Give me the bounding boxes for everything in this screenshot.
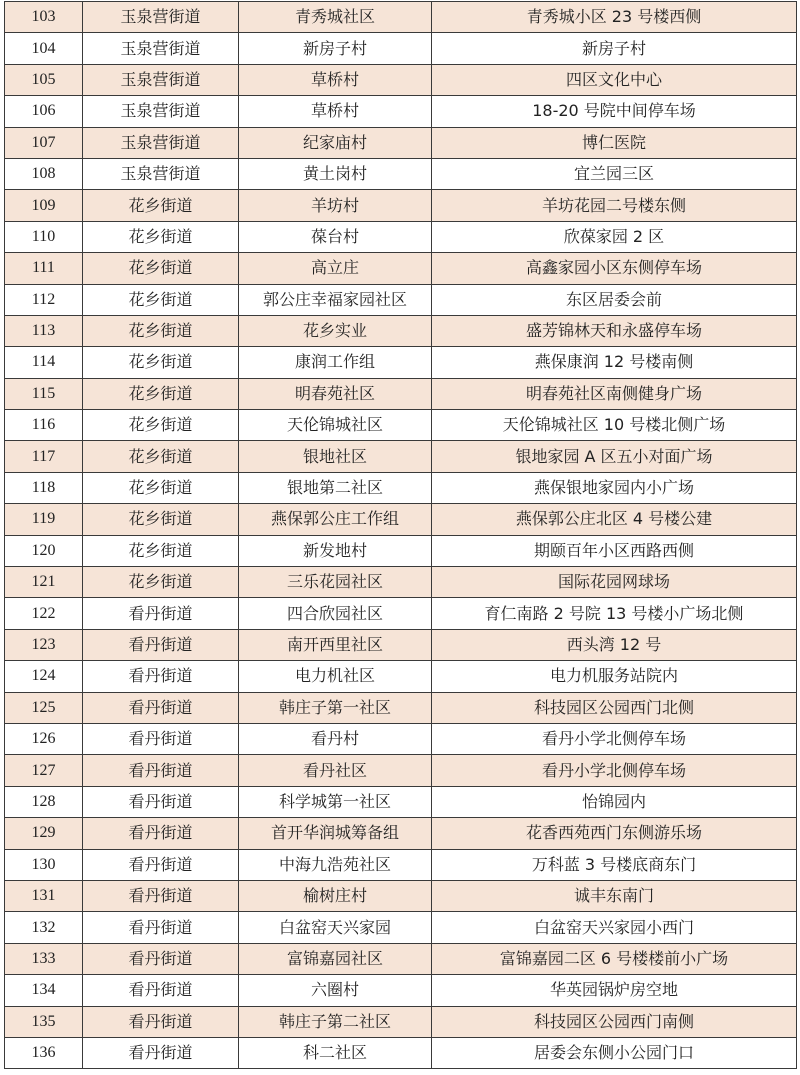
- row-number-cell: 118: [5, 472, 83, 503]
- community-cell: 羊坊村: [239, 190, 432, 221]
- location-cell: 博仁医院: [432, 127, 797, 158]
- community-cell: 电力机社区: [239, 661, 432, 692]
- location-cell: 富锦嘉园二区 6 号楼楼前小广场: [432, 943, 797, 974]
- row-number-cell: 125: [5, 692, 83, 723]
- community-cell: 花乡实业: [239, 315, 432, 346]
- location-cell: 科技园区公园西门北侧: [432, 692, 797, 723]
- table-row: [5, 755, 797, 786]
- table-row: [5, 472, 797, 503]
- table-row: [5, 975, 797, 1006]
- row-number-cell: 136: [5, 1037, 83, 1068]
- location-cell: 看丹小学北侧停车场: [432, 723, 797, 754]
- community-cell: 纪家庙村: [239, 127, 432, 158]
- location-cell: 万科蓝 3 号楼底商东门: [432, 849, 797, 880]
- table-body: [5, 2, 797, 1069]
- street-cell: 花乡街道: [83, 410, 239, 441]
- community-cell: 韩庄子第一社区: [239, 692, 432, 723]
- table-row: [5, 64, 797, 95]
- community-cell: 六圈村: [239, 975, 432, 1006]
- street-cell: 看丹街道: [83, 1037, 239, 1068]
- row-number-cell: 105: [5, 64, 83, 95]
- street-cell: 看丹街道: [83, 943, 239, 974]
- community-cell: 看丹社区: [239, 755, 432, 786]
- location-cell: 电力机服务站院内: [432, 661, 797, 692]
- location-cell: 18-20 号院中间停车场: [432, 96, 797, 127]
- street-cell: 玉泉营街道: [83, 2, 239, 33]
- community-cell: 首开华润城筹备组: [239, 818, 432, 849]
- community-cell: 燕保郭公庄工作组: [239, 504, 432, 535]
- community-cell: 天伦锦城社区: [239, 410, 432, 441]
- location-cell: 华英园锅炉房空地: [432, 975, 797, 1006]
- community-cell: 四合欣园社区: [239, 598, 432, 629]
- community-cell: 青秀城社区: [239, 2, 432, 33]
- location-cell: 新房子村: [432, 33, 797, 64]
- location-cell: 青秀城小区 23 号楼西侧: [432, 2, 797, 33]
- community-cell: 榆树庄村: [239, 880, 432, 911]
- row-number-cell: 115: [5, 378, 83, 409]
- row-number-cell: 114: [5, 347, 83, 378]
- community-cell: 中海九浩苑社区: [239, 849, 432, 880]
- street-cell: 看丹街道: [83, 1006, 239, 1037]
- community-cell: 明春苑社区: [239, 378, 432, 409]
- street-cell: 玉泉营街道: [83, 33, 239, 64]
- street-cell: 花乡街道: [83, 315, 239, 346]
- table-row: [5, 284, 797, 315]
- location-cell: 燕保银地家园内小广场: [432, 472, 797, 503]
- row-number-cell: 110: [5, 221, 83, 252]
- row-number-cell: 104: [5, 33, 83, 64]
- row-number-cell: 107: [5, 127, 83, 158]
- row-number-cell: 111: [5, 253, 83, 284]
- street-cell: 玉泉营街道: [83, 158, 239, 189]
- location-cell: 羊坊花园二号楼东侧: [432, 190, 797, 221]
- row-number-cell: 103: [5, 2, 83, 33]
- community-cell: 新发地村: [239, 535, 432, 566]
- location-cell: 盛芳锦林天和永盛停车场: [432, 315, 797, 346]
- table-row: [5, 818, 797, 849]
- street-cell: 花乡街道: [83, 472, 239, 503]
- location-cell: 白盆窑天兴家园小西门: [432, 912, 797, 943]
- table-row: [5, 692, 797, 723]
- location-cell: 期颐百年小区西路西侧: [432, 535, 797, 566]
- street-cell: 看丹街道: [83, 975, 239, 1006]
- community-cell: 白盆窑天兴家园: [239, 912, 432, 943]
- row-number-cell: 112: [5, 284, 83, 315]
- street-cell: 玉泉营街道: [83, 64, 239, 95]
- table-row: [5, 441, 797, 472]
- community-cell: 科二社区: [239, 1037, 432, 1068]
- table-row: [5, 190, 797, 221]
- location-cell: 科技园区公园西门南侧: [432, 1006, 797, 1037]
- street-cell: 看丹街道: [83, 598, 239, 629]
- table-row: [5, 723, 797, 754]
- location-cell: 诚丰东南门: [432, 880, 797, 911]
- street-cell: 花乡街道: [83, 567, 239, 598]
- row-number-cell: 124: [5, 661, 83, 692]
- table-row: [5, 535, 797, 566]
- street-cell: 看丹街道: [83, 661, 239, 692]
- row-number-cell: 106: [5, 96, 83, 127]
- table-row: [5, 315, 797, 346]
- street-cell: 看丹街道: [83, 912, 239, 943]
- sites-table: [4, 1, 797, 1069]
- location-cell: 四区文化中心: [432, 64, 797, 95]
- table-row: [5, 629, 797, 660]
- row-number-cell: 127: [5, 755, 83, 786]
- community-cell: 葆台村: [239, 221, 432, 252]
- location-cell: 西头湾 12 号: [432, 629, 797, 660]
- location-cell: 怡锦园内: [432, 786, 797, 817]
- location-cell: 燕保郭公庄北区 4 号楼公建: [432, 504, 797, 535]
- row-number-cell: 134: [5, 975, 83, 1006]
- community-cell: 黄土岗村: [239, 158, 432, 189]
- row-number-cell: 123: [5, 629, 83, 660]
- community-cell: 富锦嘉园社区: [239, 943, 432, 974]
- table-row: [5, 1006, 797, 1037]
- row-number-cell: 129: [5, 818, 83, 849]
- location-cell: 看丹小学北侧停车场: [432, 755, 797, 786]
- street-cell: 花乡街道: [83, 504, 239, 535]
- location-cell: 宜兰园三区: [432, 158, 797, 189]
- table-row: [5, 347, 797, 378]
- table-row: [5, 504, 797, 535]
- street-cell: 玉泉营街道: [83, 127, 239, 158]
- street-cell: 看丹街道: [83, 818, 239, 849]
- location-cell: 育仁南路 2 号院 13 号楼小广场北侧: [432, 598, 797, 629]
- community-cell: 韩庄子第二社区: [239, 1006, 432, 1037]
- table-row: [5, 661, 797, 692]
- street-cell: 玉泉营街道: [83, 96, 239, 127]
- community-cell: 三乐花园社区: [239, 567, 432, 598]
- street-cell: 花乡街道: [83, 284, 239, 315]
- table-row: [5, 158, 797, 189]
- row-number-cell: 133: [5, 943, 83, 974]
- table-row: [5, 880, 797, 911]
- row-number-cell: 121: [5, 567, 83, 598]
- row-number-cell: 109: [5, 190, 83, 221]
- table-row: [5, 567, 797, 598]
- row-number-cell: 132: [5, 912, 83, 943]
- street-cell: 花乡街道: [83, 535, 239, 566]
- location-cell: 天伦锦城社区 10 号楼北侧广场: [432, 410, 797, 441]
- location-cell: 国际花园网球场: [432, 567, 797, 598]
- community-cell: 新房子村: [239, 33, 432, 64]
- street-cell: 看丹街道: [83, 755, 239, 786]
- table-row: [5, 221, 797, 252]
- community-cell: 康润工作组: [239, 347, 432, 378]
- community-cell: 草桥村: [239, 64, 432, 95]
- table-row: [5, 943, 797, 974]
- street-cell: 看丹街道: [83, 723, 239, 754]
- table-row: [5, 127, 797, 158]
- street-cell: 花乡街道: [83, 441, 239, 472]
- table-row: [5, 96, 797, 127]
- location-cell: 欣葆家园 2 区: [432, 221, 797, 252]
- location-cell: 高鑫家园小区东侧停车场: [432, 253, 797, 284]
- community-cell: 银地社区: [239, 441, 432, 472]
- street-cell: 看丹街道: [83, 786, 239, 817]
- community-cell: 南开西里社区: [239, 629, 432, 660]
- row-number-cell: 119: [5, 504, 83, 535]
- table-row: [5, 912, 797, 943]
- row-number-cell: 108: [5, 158, 83, 189]
- row-number-cell: 120: [5, 535, 83, 566]
- row-number-cell: 128: [5, 786, 83, 817]
- row-number-cell: 117: [5, 441, 83, 472]
- street-cell: 花乡街道: [83, 378, 239, 409]
- location-cell: 东区居委会前: [432, 284, 797, 315]
- location-cell: 银地家园 A 区五小对面广场: [432, 441, 797, 472]
- table-row: [5, 378, 797, 409]
- row-number-cell: 116: [5, 410, 83, 441]
- community-cell: 郭公庄幸福家园社区: [239, 284, 432, 315]
- row-number-cell: 131: [5, 880, 83, 911]
- table-row: [5, 1037, 797, 1068]
- table-row: [5, 598, 797, 629]
- community-cell: 看丹村: [239, 723, 432, 754]
- street-cell: 花乡街道: [83, 253, 239, 284]
- street-cell: 花乡街道: [83, 190, 239, 221]
- street-cell: 看丹街道: [83, 849, 239, 880]
- community-cell: 科学城第一社区: [239, 786, 432, 817]
- street-cell: 花乡街道: [83, 221, 239, 252]
- row-number-cell: 130: [5, 849, 83, 880]
- row-number-cell: 126: [5, 723, 83, 754]
- community-cell: 高立庄: [239, 253, 432, 284]
- table-row: [5, 410, 797, 441]
- community-cell: 银地第二社区: [239, 472, 432, 503]
- table-row: [5, 33, 797, 64]
- table-row: [5, 253, 797, 284]
- row-number-cell: 113: [5, 315, 83, 346]
- location-cell: 花香西苑西门东侧游乐场: [432, 818, 797, 849]
- street-cell: 看丹街道: [83, 880, 239, 911]
- location-cell: 燕保康润 12 号楼南侧: [432, 347, 797, 378]
- table-row: [5, 2, 797, 33]
- row-number-cell: 122: [5, 598, 83, 629]
- table-row: [5, 786, 797, 817]
- street-cell: 看丹街道: [83, 629, 239, 660]
- street-cell: 看丹街道: [83, 692, 239, 723]
- location-cell: 明春苑社区南侧健身广场: [432, 378, 797, 409]
- table-row: [5, 849, 797, 880]
- community-cell: 草桥村: [239, 96, 432, 127]
- location-cell: 居委会东侧小公园门口: [432, 1037, 797, 1068]
- street-cell: 花乡街道: [83, 347, 239, 378]
- row-number-cell: 135: [5, 1006, 83, 1037]
